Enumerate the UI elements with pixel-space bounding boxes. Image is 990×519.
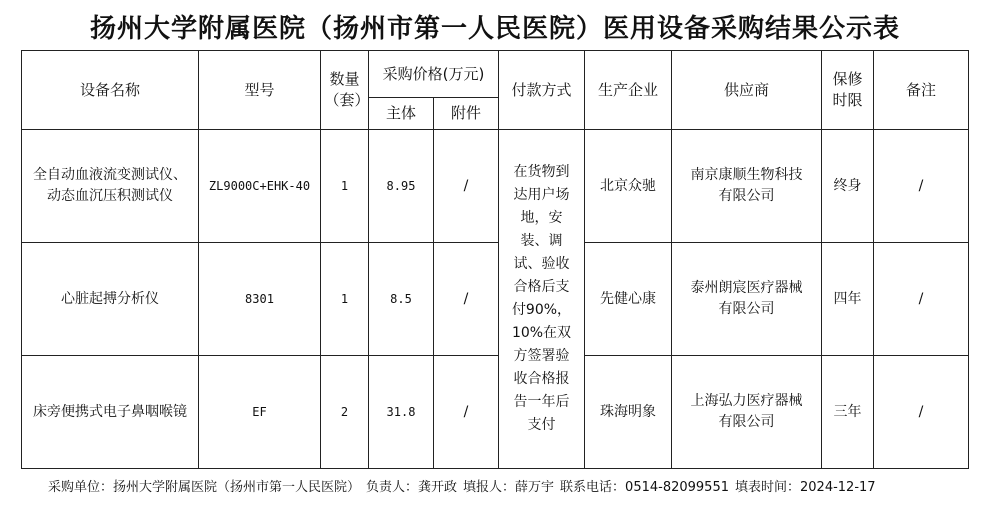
- header-warranty: [822, 51, 874, 130]
- warranty-cell: 四年: [822, 243, 874, 356]
- footer-filler: 填报人：薛万宇: [463, 480, 555, 495]
- device-name-cell: 床旁便携式电子鼻咽喉镜: [22, 356, 199, 469]
- table-row: [22, 243, 969, 356]
- supplier-line2: 有限公司: [718, 301, 775, 317]
- footer-phone: 联系电话：0514-82099551: [560, 480, 729, 495]
- warranty-cell: 三年: [822, 356, 874, 469]
- manufacturer-cell: 珠海明象: [585, 356, 672, 469]
- supplier-line1: 南京康顺生物科技: [690, 167, 803, 183]
- supplier-cell: [672, 130, 822, 243]
- footer: [48, 476, 882, 495]
- header-price-attachment: 附件: [434, 98, 499, 130]
- table-row: [22, 356, 969, 469]
- supplier-cell: [672, 356, 822, 469]
- page-title: 扬州大学附属医院（扬州市第一人民医院）医用设备采购结果公示表: [89, 14, 900, 44]
- header-device-name: 设备名称: [22, 51, 199, 130]
- device-name-cell: 心脏起搏分析仪: [22, 243, 199, 356]
- device-name-line2: 动态血沉压积测试仪: [47, 188, 173, 204]
- supplier-line1: 泰州朗宸医疗器械: [690, 280, 803, 296]
- price-main-cell: 8.95: [369, 130, 434, 243]
- supplier-line1: 上海弘力医疗器械: [690, 393, 803, 409]
- price-attachment-cell: /: [434, 130, 499, 243]
- price-main-cell: 8.5: [369, 243, 434, 356]
- device-name-line1: 全自动血液流变测试仪、: [33, 167, 187, 183]
- remark-cell: /: [874, 356, 969, 469]
- procurement-table: [21, 50, 969, 469]
- header-supplier: 供应商: [672, 51, 822, 130]
- quantity-cell: 2: [321, 356, 369, 469]
- quantity-cell: 1: [321, 243, 369, 356]
- header-payment: 付款方式: [499, 51, 585, 130]
- model-cell: 8301: [199, 243, 321, 356]
- header-remark: 备注: [874, 51, 969, 130]
- model-cell: ZL9000C+EHK-40: [199, 130, 321, 243]
- table-row: [22, 130, 969, 243]
- header-price-group: 采购价格(万元): [369, 51, 499, 98]
- footer-person: 负责人：龚开政: [366, 480, 458, 495]
- header-model: 型号: [199, 51, 321, 130]
- price-main-cell: 31.8: [369, 356, 434, 469]
- device-name-cell: [22, 130, 199, 243]
- header-quantity-label: 数量（套）: [324, 70, 370, 109]
- warranty-cell: 终身: [822, 130, 874, 243]
- remark-cell: /: [874, 130, 969, 243]
- header-manufacturer: 生产企业: [585, 51, 672, 130]
- header-warranty-label: 保修时限: [832, 70, 863, 109]
- header-price-main: 主体: [369, 98, 434, 130]
- supplier-line2: 有限公司: [718, 414, 775, 430]
- price-attachment-cell: /: [434, 243, 499, 356]
- quantity-cell: 1: [321, 130, 369, 243]
- price-attachment-cell: /: [434, 356, 499, 469]
- manufacturer-cell: 先健心康: [585, 243, 672, 356]
- model-cell: EF: [199, 356, 321, 469]
- footer-unit: 采购单位：扬州大学附属医院（扬州市第一人民医院）: [48, 480, 361, 495]
- remark-cell: /: [874, 243, 969, 356]
- header-quantity: [321, 51, 369, 130]
- payment-terms-text: 在货物到达用户场地，安装、调试、验收合格后支付90%，10%在双方签署验收合格报告一年后支付: [511, 164, 572, 433]
- manufacturer-cell: 北京众驰: [585, 130, 672, 243]
- footer-date: 填表时间：2024-12-17: [735, 480, 876, 495]
- supplier-line2: 有限公司: [718, 188, 775, 204]
- payment-terms-cell: [499, 130, 585, 469]
- supplier-cell: [672, 243, 822, 356]
